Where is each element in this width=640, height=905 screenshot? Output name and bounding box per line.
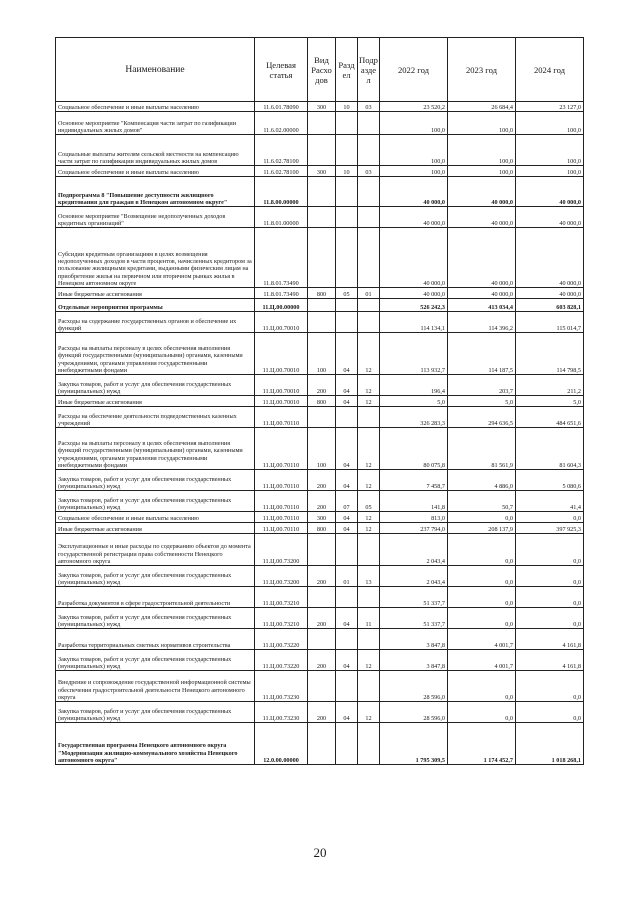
header-vid: Вид Расхо дов — [308, 38, 336, 102]
row-podr: 12 — [358, 512, 380, 523]
row-2022: 40 000,0 — [380, 177, 448, 207]
row-name: Социальное обеспечение и иные выплаты населению — [56, 166, 255, 177]
row-2024: 0,0 — [516, 671, 584, 702]
row-2023: 294 636,5 — [448, 407, 516, 428]
row-name: Разработка документов в сфере градостроительной деятельности — [56, 587, 255, 608]
row-2023: 50,7 — [448, 491, 516, 512]
row-razd — [336, 112, 358, 135]
row-code: 11.Ц.00.70110 — [255, 428, 308, 470]
row-2022: 5,0 — [380, 396, 448, 407]
row-razd — [336, 135, 358, 166]
row-2023: 1 174 452,7 — [448, 723, 516, 765]
row-name: Закупка товаров, работ и услуг для обеспечения государственных (муниципальных) нужд — [56, 702, 255, 723]
row-vid: 100 — [308, 333, 336, 375]
row-code: 11.Ц.00.70110 — [255, 491, 308, 512]
row-2024: 0,0 — [516, 512, 584, 523]
row-2022: 40 000,0 — [380, 228, 448, 288]
table-row — [56, 491, 584, 512]
row-2023: 0,0 — [448, 566, 516, 587]
row-2023: 40 000,0 — [448, 177, 516, 207]
row-2023: 413 034,4 — [448, 299, 516, 312]
row-podr: 03 — [358, 102, 380, 112]
row-podr: 12 — [358, 333, 380, 375]
row-vid: 300 — [308, 512, 336, 523]
row-2024: 603 828,1 — [516, 299, 584, 312]
row-podr — [358, 228, 380, 288]
row-razd — [336, 177, 358, 207]
row-vid — [308, 312, 336, 333]
row-podr: 12 — [358, 702, 380, 723]
row-code: 11.6.01.78090 — [255, 102, 308, 112]
row-podr: 13 — [358, 566, 380, 587]
row-2023: 40 000,0 — [448, 207, 516, 228]
row-2024: 114 798,5 — [516, 333, 584, 375]
table-row — [56, 135, 584, 166]
row-2024: 81 604,3 — [516, 428, 584, 470]
table-row — [56, 299, 584, 312]
row-2024: 100,0 — [516, 112, 584, 135]
row-name: Расходы на обеспечение деятельности подведомственных казенных учреждений — [56, 407, 255, 428]
row-code: 11.Ц.00.70010 — [255, 333, 308, 375]
row-code: 11.Ц.00.73220 — [255, 629, 308, 650]
row-name: Субсидии кредитным организациям в целях возмещения недополученных доходов в части процентов, начисленных кредитором за пользование жилищными кредитами, выданными физическим лицам на приобретение жилья на первичном или вторичном рынках жилья в Ненецком автономном округе — [56, 228, 255, 288]
row-code: 11.Ц.00.70110 — [255, 512, 308, 523]
row-vid: 800 — [308, 396, 336, 407]
row-podr — [358, 587, 380, 608]
header-razd: Разд ел — [336, 38, 358, 102]
row-code: 11.6.02.00000 — [255, 112, 308, 135]
row-podr — [358, 723, 380, 765]
row-code: 11.Ц.00.70010 — [255, 396, 308, 407]
row-2022: 3 847,8 — [380, 650, 448, 671]
row-vid — [308, 629, 336, 650]
row-razd — [336, 207, 358, 228]
row-2022: 3 847,8 — [380, 629, 448, 650]
row-2024: 5 080,6 — [516, 470, 584, 491]
row-razd — [336, 299, 358, 312]
row-2022: 7 458,7 — [380, 470, 448, 491]
row-podr — [358, 299, 380, 312]
row-2023: 0,0 — [448, 534, 516, 566]
row-podr — [358, 112, 380, 135]
row-2024: 0,0 — [516, 534, 584, 566]
row-code: 12.0.00.00000 — [255, 723, 308, 765]
row-vid: 200 — [308, 702, 336, 723]
row-2022: 113 932,7 — [380, 333, 448, 375]
row-2022: 80 075,8 — [380, 428, 448, 470]
row-2024: 41,4 — [516, 491, 584, 512]
row-vid: 200 — [308, 375, 336, 396]
row-2024: 40 000,0 — [516, 177, 584, 207]
row-vid: 200 — [308, 650, 336, 671]
row-2022: 114 134,1 — [380, 312, 448, 333]
row-vid: 100 — [308, 428, 336, 470]
row-vid — [308, 135, 336, 166]
row-name: Иные бюджетные ассигнования — [56, 523, 255, 534]
row-2024: 211,2 — [516, 375, 584, 396]
row-2022: 813,0 — [380, 512, 448, 523]
table-row — [56, 512, 584, 523]
row-2023: 100,0 — [448, 135, 516, 166]
row-razd: 04 — [336, 375, 358, 396]
row-name: Социальные выплаты жителям сельской местности на компенсацию части затрат по газификации индивидуальных жилых домов — [56, 135, 255, 166]
row-name: Основное мероприятие "Возмещение недополученных доходов кредитных организаций" — [56, 207, 255, 228]
row-2023: 81 561,9 — [448, 428, 516, 470]
row-name: Основное мероприятие "Компенсация части затрат по газификации индивидуальных жилых домов" — [56, 112, 255, 135]
row-razd: 04 — [336, 333, 358, 375]
row-name: Социальное обеспечение и иные выплаты населению — [56, 102, 255, 112]
row-vid — [308, 299, 336, 312]
row-name: Закупка товаров, работ и услуг для обеспечения государственных (муниципальных) нужд — [56, 470, 255, 491]
row-vid: 800 — [308, 523, 336, 534]
table-row — [56, 470, 584, 491]
row-razd: 01 — [336, 566, 358, 587]
row-name: Социальное обеспечение и иные выплаты населению — [56, 512, 255, 523]
row-2023: 0,0 — [448, 512, 516, 523]
row-2024: 4 161,8 — [516, 650, 584, 671]
row-vid: 200 — [308, 608, 336, 629]
row-code: 11.Ц.00.00000 — [255, 299, 308, 312]
row-name: Закупка товаров, работ и услуг для обеспечения государственных (муниципальных) нужд — [56, 375, 255, 396]
row-2022: 526 242,3 — [380, 299, 448, 312]
row-2024: 100,0 — [516, 135, 584, 166]
row-code: 11.8.01.73490 — [255, 288, 308, 299]
row-2024: 100,0 — [516, 166, 584, 177]
table-row — [56, 723, 584, 765]
row-razd: 10 — [336, 102, 358, 112]
row-name: Закупка товаров, работ и услуг для обеспечения государственных (муниципальных) нужд — [56, 491, 255, 512]
row-razd: 04 — [336, 523, 358, 534]
row-code: 11.Ц.00.70110 — [255, 470, 308, 491]
row-podr: 12 — [358, 375, 380, 396]
row-2024: 40 000,0 — [516, 207, 584, 228]
row-name: Закупка товаров, работ и услуг для обеспечения государственных (муниципальных) нужд — [56, 566, 255, 587]
row-name: Разработка территориальных сметных нормативов строительства — [56, 629, 255, 650]
row-podr: 12 — [358, 650, 380, 671]
row-vid: 800 — [308, 288, 336, 299]
row-code: 11.Ц.00.73220 — [255, 650, 308, 671]
table-row — [56, 608, 584, 629]
row-2023: 40 000,0 — [448, 228, 516, 288]
row-podr: 03 — [358, 166, 380, 177]
table-row — [56, 587, 584, 608]
row-razd — [336, 407, 358, 428]
table-row — [56, 166, 584, 177]
row-2022: 51 337,7 — [380, 587, 448, 608]
row-podr: 12 — [358, 470, 380, 491]
row-vid — [308, 534, 336, 566]
page-number: 20 — [313, 845, 327, 860]
row-name: Государственная программа Ненецкого автономного округа "Модернизация жилищно-коммунального хозяйства Ненецкого автономного округа" — [56, 723, 255, 765]
row-code: 11.6.02.78100 — [255, 166, 308, 177]
row-razd: 04 — [336, 702, 358, 723]
table-row — [56, 288, 584, 299]
row-name: Закупка товаров, работ и услуг для обеспечения государственных (муниципальных) нужд — [56, 608, 255, 629]
row-code: 11.Ц.00.70010 — [255, 312, 308, 333]
table-row — [56, 702, 584, 723]
row-razd: 04 — [336, 396, 358, 407]
header-name: Наименование — [56, 38, 255, 102]
row-2024: 40 000,0 — [516, 228, 584, 288]
table-row — [56, 228, 584, 288]
row-vid — [308, 228, 336, 288]
row-code: 11.Ц.00.73200 — [255, 534, 308, 566]
header-2024: 2024 год — [516, 38, 584, 102]
table-row — [56, 312, 584, 333]
row-2023: 203,7 — [448, 375, 516, 396]
table-row — [56, 102, 584, 112]
row-2022: 2 043,4 — [380, 534, 448, 566]
row-razd — [336, 587, 358, 608]
table-row — [56, 534, 584, 566]
row-razd: 04 — [336, 608, 358, 629]
row-2023: 100,0 — [448, 166, 516, 177]
row-name: Иные бюджетные ассигнования — [56, 288, 255, 299]
row-code: 11.Ц.00.73210 — [255, 608, 308, 629]
row-code: 11.8.00.00000 — [255, 177, 308, 207]
row-podr — [358, 407, 380, 428]
row-2023: 40 000,0 — [448, 288, 516, 299]
row-vid — [308, 723, 336, 765]
table-row — [56, 177, 584, 207]
row-name: Расходы на выплаты персоналу в целях обеспечения выполнения функций государственными (муниципальными) органами, казенными учреждениями, органами управления государственными внебюджетными фондами — [56, 333, 255, 375]
budget-table-body — [56, 102, 584, 765]
row-name: Расходы на содержание государственных органов и обеспечение их функций — [56, 312, 255, 333]
row-vid: 200 — [308, 566, 336, 587]
row-2023: 0,0 — [448, 702, 516, 723]
row-code: 11.Ц.00.73230 — [255, 671, 308, 702]
row-2022: 51 337,7 — [380, 608, 448, 629]
table-row — [56, 523, 584, 534]
row-2023: 0,0 — [448, 587, 516, 608]
row-2023: 26 684,4 — [448, 102, 516, 112]
row-razd — [336, 671, 358, 702]
row-code: 11.Ц.00.73230 — [255, 702, 308, 723]
table-row — [56, 375, 584, 396]
row-name: Внедрение и сопровождение государственной информационной системы обеспечения градостроительной деятельности Ненецкого автономного округа — [56, 671, 255, 702]
row-podr — [358, 135, 380, 166]
row-2022: 28 596,0 — [380, 702, 448, 723]
row-2022: 196,4 — [380, 375, 448, 396]
table-row — [56, 629, 584, 650]
row-name: Расходы на выплаты персоналу в целях обеспечения выполнения функций государственными (муниципальными) органами, казенными учреждениями, органами управления государственными внебюджетными фондами — [56, 428, 255, 470]
row-2022: 100,0 — [380, 112, 448, 135]
row-name: Эксплуатационные и иные расходы по содержанию объектов до момента государственной регистрации права собственности Ненецкого автономного округа — [56, 534, 255, 566]
header-code: Целевая статья — [255, 38, 308, 102]
row-vid: 200 — [308, 470, 336, 491]
row-podr — [358, 534, 380, 566]
row-podr — [358, 629, 380, 650]
row-podr: 12 — [358, 428, 380, 470]
row-2022: 100,0 — [380, 166, 448, 177]
row-2022: 2 043,4 — [380, 566, 448, 587]
row-podr: 12 — [358, 396, 380, 407]
row-razd: 10 — [336, 166, 358, 177]
row-2022: 23 520,2 — [380, 102, 448, 112]
row-razd: 04 — [336, 512, 358, 523]
row-2023: 0,0 — [448, 671, 516, 702]
header-podr: Подр азде л — [358, 38, 380, 102]
row-code: 11.Ц.00.73210 — [255, 587, 308, 608]
row-2022: 100,0 — [380, 135, 448, 166]
row-razd: 04 — [336, 470, 358, 491]
row-2023: 114 187,5 — [448, 333, 516, 375]
row-2023: 208 137,9 — [448, 523, 516, 534]
row-2022: 40 000,0 — [380, 288, 448, 299]
row-code: 11.Ц.00.73200 — [255, 566, 308, 587]
row-name: Закупка товаров, работ и услуг для обеспечения государственных (муниципальных) нужд — [56, 650, 255, 671]
row-podr: 12 — [358, 523, 380, 534]
row-razd — [336, 534, 358, 566]
row-vid — [308, 671, 336, 702]
row-podr: 01 — [358, 288, 380, 299]
row-razd: 04 — [336, 650, 358, 671]
row-podr — [358, 207, 380, 228]
row-code: 11.6.02.78100 — [255, 135, 308, 166]
row-razd — [336, 723, 358, 765]
table-row — [56, 112, 584, 135]
row-podr: 11 — [358, 608, 380, 629]
header-2022: 2022 год — [380, 38, 448, 102]
row-2024: 397 925,3 — [516, 523, 584, 534]
row-name: Подпрограмма 8 "Повышение доступности жилищного кредитования для граждан в Ненецком автономном округе" — [56, 177, 255, 207]
table-row — [56, 428, 584, 470]
row-razd: 04 — [336, 428, 358, 470]
row-2023: 5,0 — [448, 396, 516, 407]
row-podr: 05 — [358, 491, 380, 512]
row-2024: 0,0 — [516, 608, 584, 629]
header-2023: 2023 год — [448, 38, 516, 102]
table-row — [56, 396, 584, 407]
row-vid — [308, 587, 336, 608]
row-2022: 141,8 — [380, 491, 448, 512]
row-2023: 0,0 — [448, 608, 516, 629]
table-row — [56, 566, 584, 587]
row-name: Отдельные мероприятия программы — [56, 299, 255, 312]
row-2024: 1 018 268,1 — [516, 723, 584, 765]
row-2023: 4 886,0 — [448, 470, 516, 491]
row-name: Иные бюджетные ассигнования — [56, 396, 255, 407]
row-vid — [308, 207, 336, 228]
row-razd: 05 — [336, 288, 358, 299]
row-2024: 0,0 — [516, 702, 584, 723]
row-2023: 100,0 — [448, 112, 516, 135]
row-podr — [358, 177, 380, 207]
row-2024: 40 000,0 — [516, 288, 584, 299]
table-row — [56, 407, 584, 428]
row-2022: 28 596,0 — [380, 671, 448, 702]
budget-table — [55, 37, 584, 765]
row-2022: 1 795 309,5 — [380, 723, 448, 765]
row-vid: 300 — [308, 166, 336, 177]
row-2023: 4 001,7 — [448, 629, 516, 650]
table-row — [56, 650, 584, 671]
row-vid — [308, 112, 336, 135]
row-vid — [308, 177, 336, 207]
row-2024: 0,0 — [516, 566, 584, 587]
table-row — [56, 671, 584, 702]
row-2023: 4 001,7 — [448, 650, 516, 671]
row-2024: 115 014,7 — [516, 312, 584, 333]
row-podr — [358, 312, 380, 333]
row-vid: 200 — [308, 491, 336, 512]
row-2022: 237 794,0 — [380, 523, 448, 534]
row-2022: 326 283,3 — [380, 407, 448, 428]
table-row — [56, 333, 584, 375]
row-podr — [358, 671, 380, 702]
row-code: 11.8.01.73490 — [255, 228, 308, 288]
row-code: 11.Ц.00.70110 — [255, 407, 308, 428]
row-2024: 23 127,0 — [516, 102, 584, 112]
row-vid — [308, 407, 336, 428]
row-razd — [336, 228, 358, 288]
row-code: 11.Ц.00.70010 — [255, 375, 308, 396]
row-2023: 114 396,2 — [448, 312, 516, 333]
row-razd — [336, 312, 358, 333]
row-vid: 300 — [308, 102, 336, 112]
row-razd — [336, 629, 358, 650]
row-2024: 4 161,8 — [516, 629, 584, 650]
table-row — [56, 207, 584, 228]
row-code: 11.8.01.00000 — [255, 207, 308, 228]
row-2024: 484 651,6 — [516, 407, 584, 428]
row-2024: 0,0 — [516, 587, 584, 608]
row-2024: 5,0 — [516, 396, 584, 407]
row-razd: 07 — [336, 491, 358, 512]
header-row — [56, 38, 584, 102]
row-2022: 40 000,0 — [380, 207, 448, 228]
row-code: 11.Ц.00.70110 — [255, 523, 308, 534]
